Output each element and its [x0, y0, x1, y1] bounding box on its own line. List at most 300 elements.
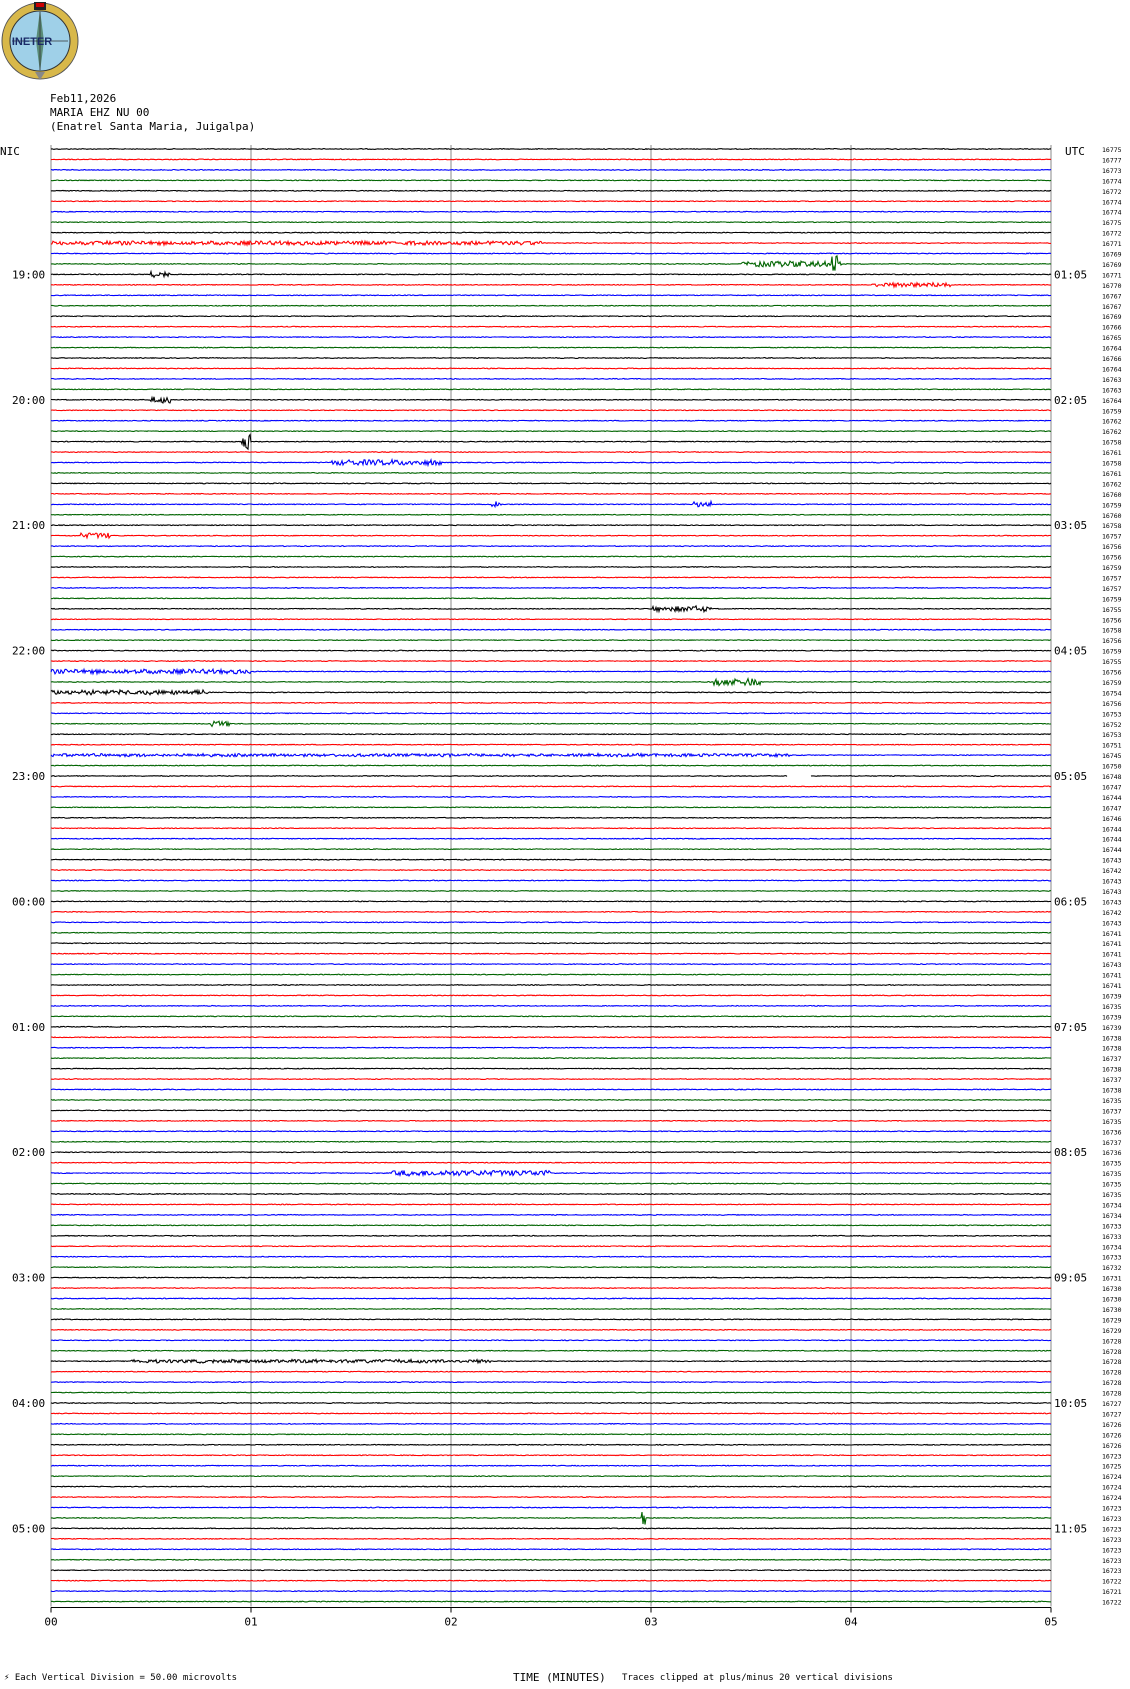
seismic-trace — [51, 1330, 1051, 1331]
seismic-trace — [51, 514, 1051, 515]
trace-offset-label: 16727 — [1102, 1400, 1122, 1408]
seismic-trace — [51, 964, 1051, 965]
hour-label-right: 09:05 — [1054, 1271, 1088, 1285]
seismic-trace — [51, 629, 1051, 630]
trace-offset-label: 16762 — [1102, 428, 1122, 437]
seismic-trace — [51, 588, 1051, 589]
seismic-trace — [51, 985, 1051, 986]
seismic-trace — [51, 460, 1051, 466]
hour-label-left: 02:00 — [12, 1146, 46, 1160]
seismic-trace — [51, 1455, 1051, 1456]
seismic-trace — [51, 828, 1051, 829]
seismic-trace — [51, 1121, 1051, 1122]
trace-offset-label: 16723 — [1102, 1525, 1122, 1534]
seismic-trace — [51, 838, 1051, 839]
trace-offset-label: 16723 — [1102, 1452, 1122, 1461]
left-zone-label: NIC — [0, 145, 20, 158]
seismic-trace — [51, 533, 1051, 538]
seismic-trace — [51, 368, 1051, 369]
seismic-trace — [51, 1512, 1051, 1524]
trace-offset-label: 16761 — [1102, 469, 1122, 478]
trace-offset-label: 16738 — [1102, 1086, 1122, 1095]
seismic-trace — [51, 1267, 1051, 1268]
trace-offset-label: 16728 — [1102, 1337, 1122, 1346]
trace-offset-label: 16726 — [1102, 1441, 1122, 1450]
seismic-trace — [51, 326, 1051, 327]
trace-offset-label: 16753 — [1102, 731, 1122, 740]
seismic-trace — [51, 159, 1051, 160]
trace-offset-label: 16767 — [1102, 302, 1122, 311]
trace-offset-label: 16737 — [1102, 1055, 1122, 1064]
seismic-trace — [51, 734, 1051, 735]
seismic-trace — [51, 901, 1051, 902]
trace-offset-label: 16723 — [1102, 1535, 1122, 1544]
seismic-trace — [51, 786, 1051, 787]
trace-offset-label: 16771 — [1102, 271, 1122, 280]
seismic-trace — [51, 1424, 1051, 1425]
seismic-trace — [51, 807, 1051, 808]
seismic-trace — [51, 379, 1051, 380]
seismic-trace — [51, 1235, 1051, 1236]
trace-offset-label: 16743 — [1102, 856, 1122, 865]
trace-offset-label: 16758 — [1102, 522, 1122, 531]
trace-offset-label: 16773 — [1102, 166, 1122, 175]
hour-label-left: 01:00 — [12, 1020, 46, 1034]
trace-offset-label: 16728 — [1102, 1379, 1122, 1388]
trace-offset-label: 16741 — [1102, 940, 1122, 949]
seismic-trace — [51, 1204, 1051, 1205]
trace-offset-label: 16729 — [1102, 1326, 1122, 1335]
trace-offset-label: 16738 — [1102, 1044, 1122, 1053]
trace-offset-label: 16738 — [1102, 1065, 1122, 1074]
trace-offset-label: 16755 — [1102, 605, 1122, 614]
trace-offset-label: 16723 — [1102, 1567, 1122, 1576]
trace-offset-label: 16743 — [1102, 898, 1122, 907]
trace-offset-label: 16759 — [1102, 678, 1122, 687]
seismic-trace — [51, 431, 1051, 432]
hour-label-left: 20:00 — [12, 393, 46, 407]
seismic-trace — [51, 1026, 1051, 1027]
trace-offset-label: 16723 — [1102, 1504, 1122, 1513]
seismic-trace — [51, 577, 1051, 578]
seismic-trace — [51, 241, 1051, 245]
trace-offset-label: 16772 — [1102, 229, 1122, 238]
seismic-trace — [51, 1601, 1051, 1602]
trace-offset-label: 16766 — [1102, 355, 1122, 363]
hour-label-left: 23:00 — [12, 770, 46, 783]
seismic-trace — [51, 211, 1051, 212]
hour-label-right: 06:05 — [1054, 895, 1088, 909]
seismic-trace — [51, 1570, 1051, 1571]
trace-offset-label: 16726 — [1102, 1420, 1122, 1429]
seismic-trace — [51, 922, 1051, 923]
trace-offset-label: 16758 — [1102, 626, 1122, 635]
seismic-trace — [51, 669, 1051, 674]
trace-offset-label: 16774 — [1102, 208, 1122, 217]
seismic-trace — [51, 1037, 1051, 1038]
trace-offset-label: 16741 — [1102, 971, 1122, 980]
scale-icon: ⚡ — [4, 1673, 10, 1683]
seismic-trace — [51, 1580, 1051, 1581]
scale-note-text: Each Vertical Division = 50.00 microvolts — [14, 1673, 238, 1683]
seismic-trace — [51, 650, 1051, 651]
x-tick-label: 00 — [44, 1615, 58, 1629]
seismic-trace — [51, 389, 1051, 390]
trace-offset-label: 16764 — [1102, 365, 1122, 374]
trace-offset-label: 16728 — [1102, 1389, 1122, 1398]
trace-offset-label: 16762 — [1102, 417, 1122, 426]
trace-offset-label: 16733 — [1102, 1232, 1122, 1241]
seismic-trace — [51, 347, 1051, 348]
x-tick-label: 04 — [844, 1615, 858, 1629]
seismic-trace — [51, 256, 1051, 271]
trace-offset-label: 16732 — [1102, 1264, 1122, 1273]
date-label: Feb11,2026 — [50, 92, 117, 105]
station-label: MARIA EHZ NU 00 — [50, 106, 150, 119]
trace-offset-label: 16723 — [1102, 1514, 1122, 1523]
seismic-trace — [51, 995, 1051, 996]
seismic-trace — [51, 1194, 1051, 1195]
trace-offset-label: 16735 — [1102, 1180, 1122, 1189]
trace-offset-label: 16756 — [1102, 637, 1122, 646]
trace-offset-label: 16765 — [1102, 334, 1122, 343]
seismic-trace — [51, 452, 1051, 453]
trace-offset-label: 16757 — [1102, 574, 1122, 583]
trace-offset-label: 16730 — [1102, 1285, 1122, 1293]
trace-offset-label: 16763 — [1102, 386, 1122, 395]
seismic-trace — [51, 410, 1051, 411]
seismic-trace — [51, 1392, 1051, 1393]
seismic-trace — [51, 974, 1051, 975]
seismic-trace — [51, 1079, 1051, 1080]
trace-offset-label: 16723 — [1102, 1546, 1122, 1555]
seismic-trace — [51, 1016, 1051, 1017]
seismic-trace — [51, 1371, 1051, 1372]
trace-offset-label: 16736 — [1102, 1149, 1122, 1158]
trace-offset-label: 16747 — [1102, 783, 1122, 792]
trace-offset-label: 16772 — [1102, 187, 1122, 196]
trace-offset-label: 16730 — [1102, 1305, 1122, 1314]
hour-label-left: 05:00 — [12, 1522, 46, 1536]
trace-offset-label: 16739 — [1102, 992, 1122, 1001]
trace-offset-label: 16737 — [1102, 1138, 1122, 1147]
trace-offset-label: 16767 — [1102, 292, 1122, 301]
trace-offset-label: 16721 — [1102, 1588, 1122, 1597]
seismic-trace — [51, 1559, 1051, 1560]
seismic-trace — [51, 1539, 1051, 1540]
seismic-trace — [51, 502, 1051, 507]
trace-offset-label: 16734 — [1102, 1201, 1122, 1210]
trace-offset-label: 16757 — [1102, 584, 1122, 593]
trace-offset-label: 16761 — [1102, 449, 1122, 457]
trace-offset-label: 16743 — [1102, 877, 1122, 886]
seismic-trace — [51, 1476, 1051, 1477]
right-zone-label: UTC — [1065, 145, 1085, 158]
trace-offset-label: 16731 — [1102, 1274, 1122, 1283]
seismic-trace — [51, 912, 1051, 913]
hour-label-left: 21:00 — [12, 519, 46, 533]
trace-offset-label: 16741 — [1102, 929, 1122, 938]
seismic-trace — [51, 1382, 1051, 1383]
x-tick-label: 01 — [244, 1615, 258, 1629]
seismic-trace — [51, 201, 1051, 202]
seismic-trace — [51, 932, 1051, 933]
seismic-trace — [51, 880, 1051, 881]
seismic-trace — [51, 420, 1051, 421]
trace-offset-label: 16753 — [1102, 710, 1122, 719]
trace-offset-label: 16745 — [1102, 752, 1122, 761]
seismic-trace — [51, 598, 1051, 599]
seismic-trace — [51, 1256, 1051, 1257]
trace-offset-label: 16748 — [1102, 773, 1122, 781]
seismic-trace — [51, 891, 1051, 892]
seismic-trace — [51, 1047, 1051, 1048]
seismic-trace — [51, 1497, 1051, 1498]
trace-offset-label: 16774 — [1102, 177, 1122, 186]
trace-offset-label: 16752 — [1102, 720, 1122, 729]
seismic-trace — [51, 640, 1051, 641]
trace-offset-label: 16723 — [1102, 1556, 1122, 1565]
seismic-trace — [51, 1465, 1051, 1466]
seismic-trace — [51, 849, 1051, 850]
trace-offset-label: 16735 — [1102, 1117, 1122, 1126]
scale-note — [4, 1673, 237, 1683]
trace-offset-label: 16734 — [1102, 1211, 1122, 1220]
trace-offset-label: 16774 — [1102, 198, 1122, 207]
trace-offset-label: 16728 — [1102, 1347, 1122, 1356]
trace-offset-label: 16735 — [1102, 1002, 1122, 1011]
trace-offset-label: 16734 — [1102, 1243, 1122, 1252]
trace-offset-label: 16730 — [1102, 1295, 1122, 1304]
hour-label-right: 05:05 — [1054, 770, 1088, 783]
seismic-trace — [51, 1528, 1051, 1529]
seismic-trace — [51, 943, 1051, 944]
seismic-trace — [51, 1403, 1051, 1404]
trace-offset-label: 16724 — [1102, 1473, 1122, 1482]
trace-offset-label: 16762 — [1102, 480, 1122, 489]
trace-offset-label: 16766 — [1102, 323, 1122, 332]
seismic-trace — [51, 661, 1051, 662]
seismic-trace — [51, 435, 1051, 449]
seismic-trace — [51, 817, 1051, 818]
seismic-trace — [51, 1089, 1051, 1090]
trace-offset-label: 16722 — [1102, 1598, 1122, 1607]
trace-offset-label: 16751 — [1102, 741, 1122, 750]
seismic-trace — [51, 397, 1051, 403]
hour-label-right: 01:05 — [1054, 268, 1088, 282]
trace-offset-label: 16726 — [1102, 1431, 1122, 1440]
trace-offset-label: 16725 — [1102, 1462, 1122, 1471]
seismic-trace — [51, 870, 1051, 871]
trace-offset-label: 16771 — [1102, 240, 1122, 249]
x-tick-label: 03 — [644, 1615, 658, 1629]
trace-offset-label: 16758 — [1102, 459, 1122, 468]
seismic-trace — [51, 619, 1051, 620]
seismic-trace — [51, 1162, 1051, 1163]
seismic-trace — [51, 232, 1051, 233]
seismic-trace — [51, 953, 1051, 954]
hour-label-right: 10:05 — [1054, 1397, 1088, 1410]
trace-offset-label: 16746 — [1102, 814, 1122, 823]
seismic-trace — [51, 305, 1051, 306]
logo-text: INETER — [11, 36, 53, 48]
trace-offset-label: 16724 — [1102, 1483, 1122, 1492]
seismic-trace — [51, 679, 1051, 686]
hour-label-left: 22:00 — [12, 644, 46, 658]
seismic-trace — [51, 295, 1051, 296]
trace-offset-label: 16759 — [1102, 407, 1122, 416]
seismic-trace — [51, 797, 1051, 798]
trace-offset-label: 16739 — [1102, 1023, 1122, 1032]
trace-offset-label: 16747 — [1102, 804, 1122, 813]
seismic-trace — [51, 1591, 1051, 1592]
seismic-trace — [51, 1141, 1051, 1142]
seismic-trace — [51, 546, 1051, 547]
trace-offset-label: 16733 — [1102, 1253, 1122, 1262]
trace-offset-label: 16759 — [1102, 647, 1122, 656]
seismic-trace — [51, 1288, 1051, 1289]
seismic-trace — [51, 1215, 1051, 1216]
trace-offset-label: 16735 — [1102, 1096, 1122, 1105]
seismic-trace — [51, 494, 1051, 495]
hour-label-left: 03:00 — [12, 1271, 46, 1285]
hour-label-right: 02:05 — [1054, 393, 1088, 407]
seismic-trace — [51, 1152, 1051, 1153]
seismic-trace — [51, 283, 1051, 287]
seismic-trace — [51, 753, 1051, 756]
seismic-trace — [51, 1246, 1051, 1247]
trace-offset-label: 16739 — [1102, 1013, 1122, 1022]
seismic-trace — [51, 1434, 1051, 1435]
trace-offset-label: 16728 — [1102, 1368, 1122, 1377]
trace-offset-label: 16724 — [1102, 1494, 1122, 1502]
trace-offset-label: 16763 — [1102, 375, 1122, 384]
seismic-trace — [51, 1319, 1051, 1320]
trace-offset-label: 16741 — [1102, 982, 1122, 990]
seismic-trace — [51, 744, 1051, 745]
seismic-trace — [51, 765, 1051, 766]
seismic-trace — [51, 1068, 1051, 1069]
trace-offset-label: 16769 — [1102, 250, 1122, 259]
trace-offset-label: 16737 — [1102, 1107, 1122, 1116]
seismic-trace — [51, 1006, 1051, 1007]
trace-offset-label: 16750 — [1102, 762, 1122, 771]
trace-offset-label: 16728 — [1102, 1358, 1122, 1367]
seismic-trace — [51, 1058, 1051, 1059]
seismic-trace — [51, 1298, 1051, 1299]
seismic-trace — [51, 1413, 1051, 1414]
seismic-trace — [51, 358, 1051, 359]
trace-offset-label: 16759 — [1102, 595, 1122, 604]
seismic-trace — [51, 222, 1051, 223]
seismic-trace — [51, 690, 1051, 695]
trace-offset-label: 16756 — [1102, 543, 1122, 552]
seismic-trace — [51, 272, 1051, 278]
trace-offset-label: 16756 — [1102, 699, 1122, 708]
trace-offset-label: 16758 — [1102, 438, 1122, 447]
clip-note: Traces clipped at plus/minus 20 vertical divisions — [622, 1673, 893, 1683]
trace-offset-label: 16755 — [1102, 658, 1122, 666]
trace-offset-label: 16743 — [1102, 961, 1122, 970]
location-label: (Enatrel Santa Maria, Juigalpa) — [50, 120, 256, 133]
seismic-trace — [51, 473, 1051, 474]
seismic-trace — [51, 1507, 1051, 1508]
trace-offset-label: 16757 — [1102, 532, 1122, 541]
hour-label-right: 11:05 — [1054, 1522, 1088, 1536]
x-tick-label: 05 — [1044, 1615, 1058, 1629]
trace-offset-label: 16760 — [1102, 490, 1122, 499]
seismic-trace — [51, 606, 1051, 612]
trace-offset-label: 16742 — [1102, 867, 1122, 875]
seismic-trace — [51, 190, 1051, 191]
trace-offset-label: 16775 — [1102, 146, 1122, 154]
trace-offset-label: 16729 — [1102, 1316, 1122, 1325]
seismic-trace — [51, 1131, 1051, 1132]
seismic-trace — [51, 1309, 1051, 1310]
seismic-trace — [51, 149, 1051, 150]
seismic-trace — [51, 1183, 1051, 1184]
hour-label-left: 19:00 — [12, 268, 46, 282]
trace-offset-label: 16754 — [1102, 689, 1122, 698]
seismic-trace — [51, 253, 1051, 254]
trace-offset-label: 16756 — [1102, 616, 1122, 625]
trace-offset-label: 16735 — [1102, 1191, 1122, 1199]
seismic-trace — [51, 1340, 1051, 1341]
trace-offset-label: 16741 — [1102, 950, 1122, 959]
seismic-trace — [51, 1171, 1051, 1176]
trace-offset-label: 16727 — [1102, 1410, 1122, 1419]
trace-offset-label: 16769 — [1102, 260, 1122, 269]
seismic-trace — [51, 1110, 1051, 1111]
x-axis-title: TIME (MINUTES) — [513, 1671, 606, 1684]
trace-offset-label: 16756 — [1102, 668, 1122, 677]
seismic-trace — [51, 316, 1051, 317]
trace-offset-label: 16775 — [1102, 219, 1122, 228]
seismic-trace — [51, 170, 1051, 171]
hour-label-left: 04:00 — [12, 1397, 46, 1410]
trace-offset-label: 16764 — [1102, 396, 1122, 405]
seismic-trace — [51, 180, 1051, 181]
seismic-trace — [51, 1350, 1051, 1351]
seismic-trace — [51, 1277, 1051, 1278]
seismic-trace — [51, 1100, 1051, 1101]
hour-label-right: 04:05 — [1054, 644, 1088, 658]
seismic-trace — [51, 525, 1051, 526]
trace-offset-label: 16770 — [1102, 281, 1122, 290]
x-tick-label: 02 — [444, 1615, 458, 1629]
trace-offset-label: 16777 — [1102, 156, 1122, 165]
hour-label-right: 03:05 — [1054, 519, 1088, 533]
seismic-trace — [51, 1549, 1051, 1550]
trace-offset-label: 16759 — [1102, 501, 1122, 510]
seismic-trace — [51, 1225, 1051, 1226]
trace-offset-label: 16743 — [1102, 919, 1122, 928]
trace-offset-label: 16744 — [1102, 846, 1122, 855]
trace-offset-label: 16733 — [1102, 1222, 1122, 1231]
trace-offset-label: 16737 — [1102, 1076, 1122, 1084]
trace-offset-label: 16738 — [1102, 1034, 1122, 1043]
seismic-trace — [51, 483, 1051, 484]
trace-offset-label: 16744 — [1102, 793, 1122, 802]
trace-offset-label: 16722 — [1102, 1577, 1122, 1586]
seismic-trace — [51, 1359, 1051, 1363]
trace-offset-label: 16743 — [1102, 887, 1122, 896]
seismic-trace — [811, 776, 1051, 777]
seismic-trace — [51, 337, 1051, 338]
seismic-trace — [51, 703, 1051, 704]
hour-label-right: 07:05 — [1054, 1020, 1088, 1034]
seismic-trace — [51, 1444, 1051, 1445]
